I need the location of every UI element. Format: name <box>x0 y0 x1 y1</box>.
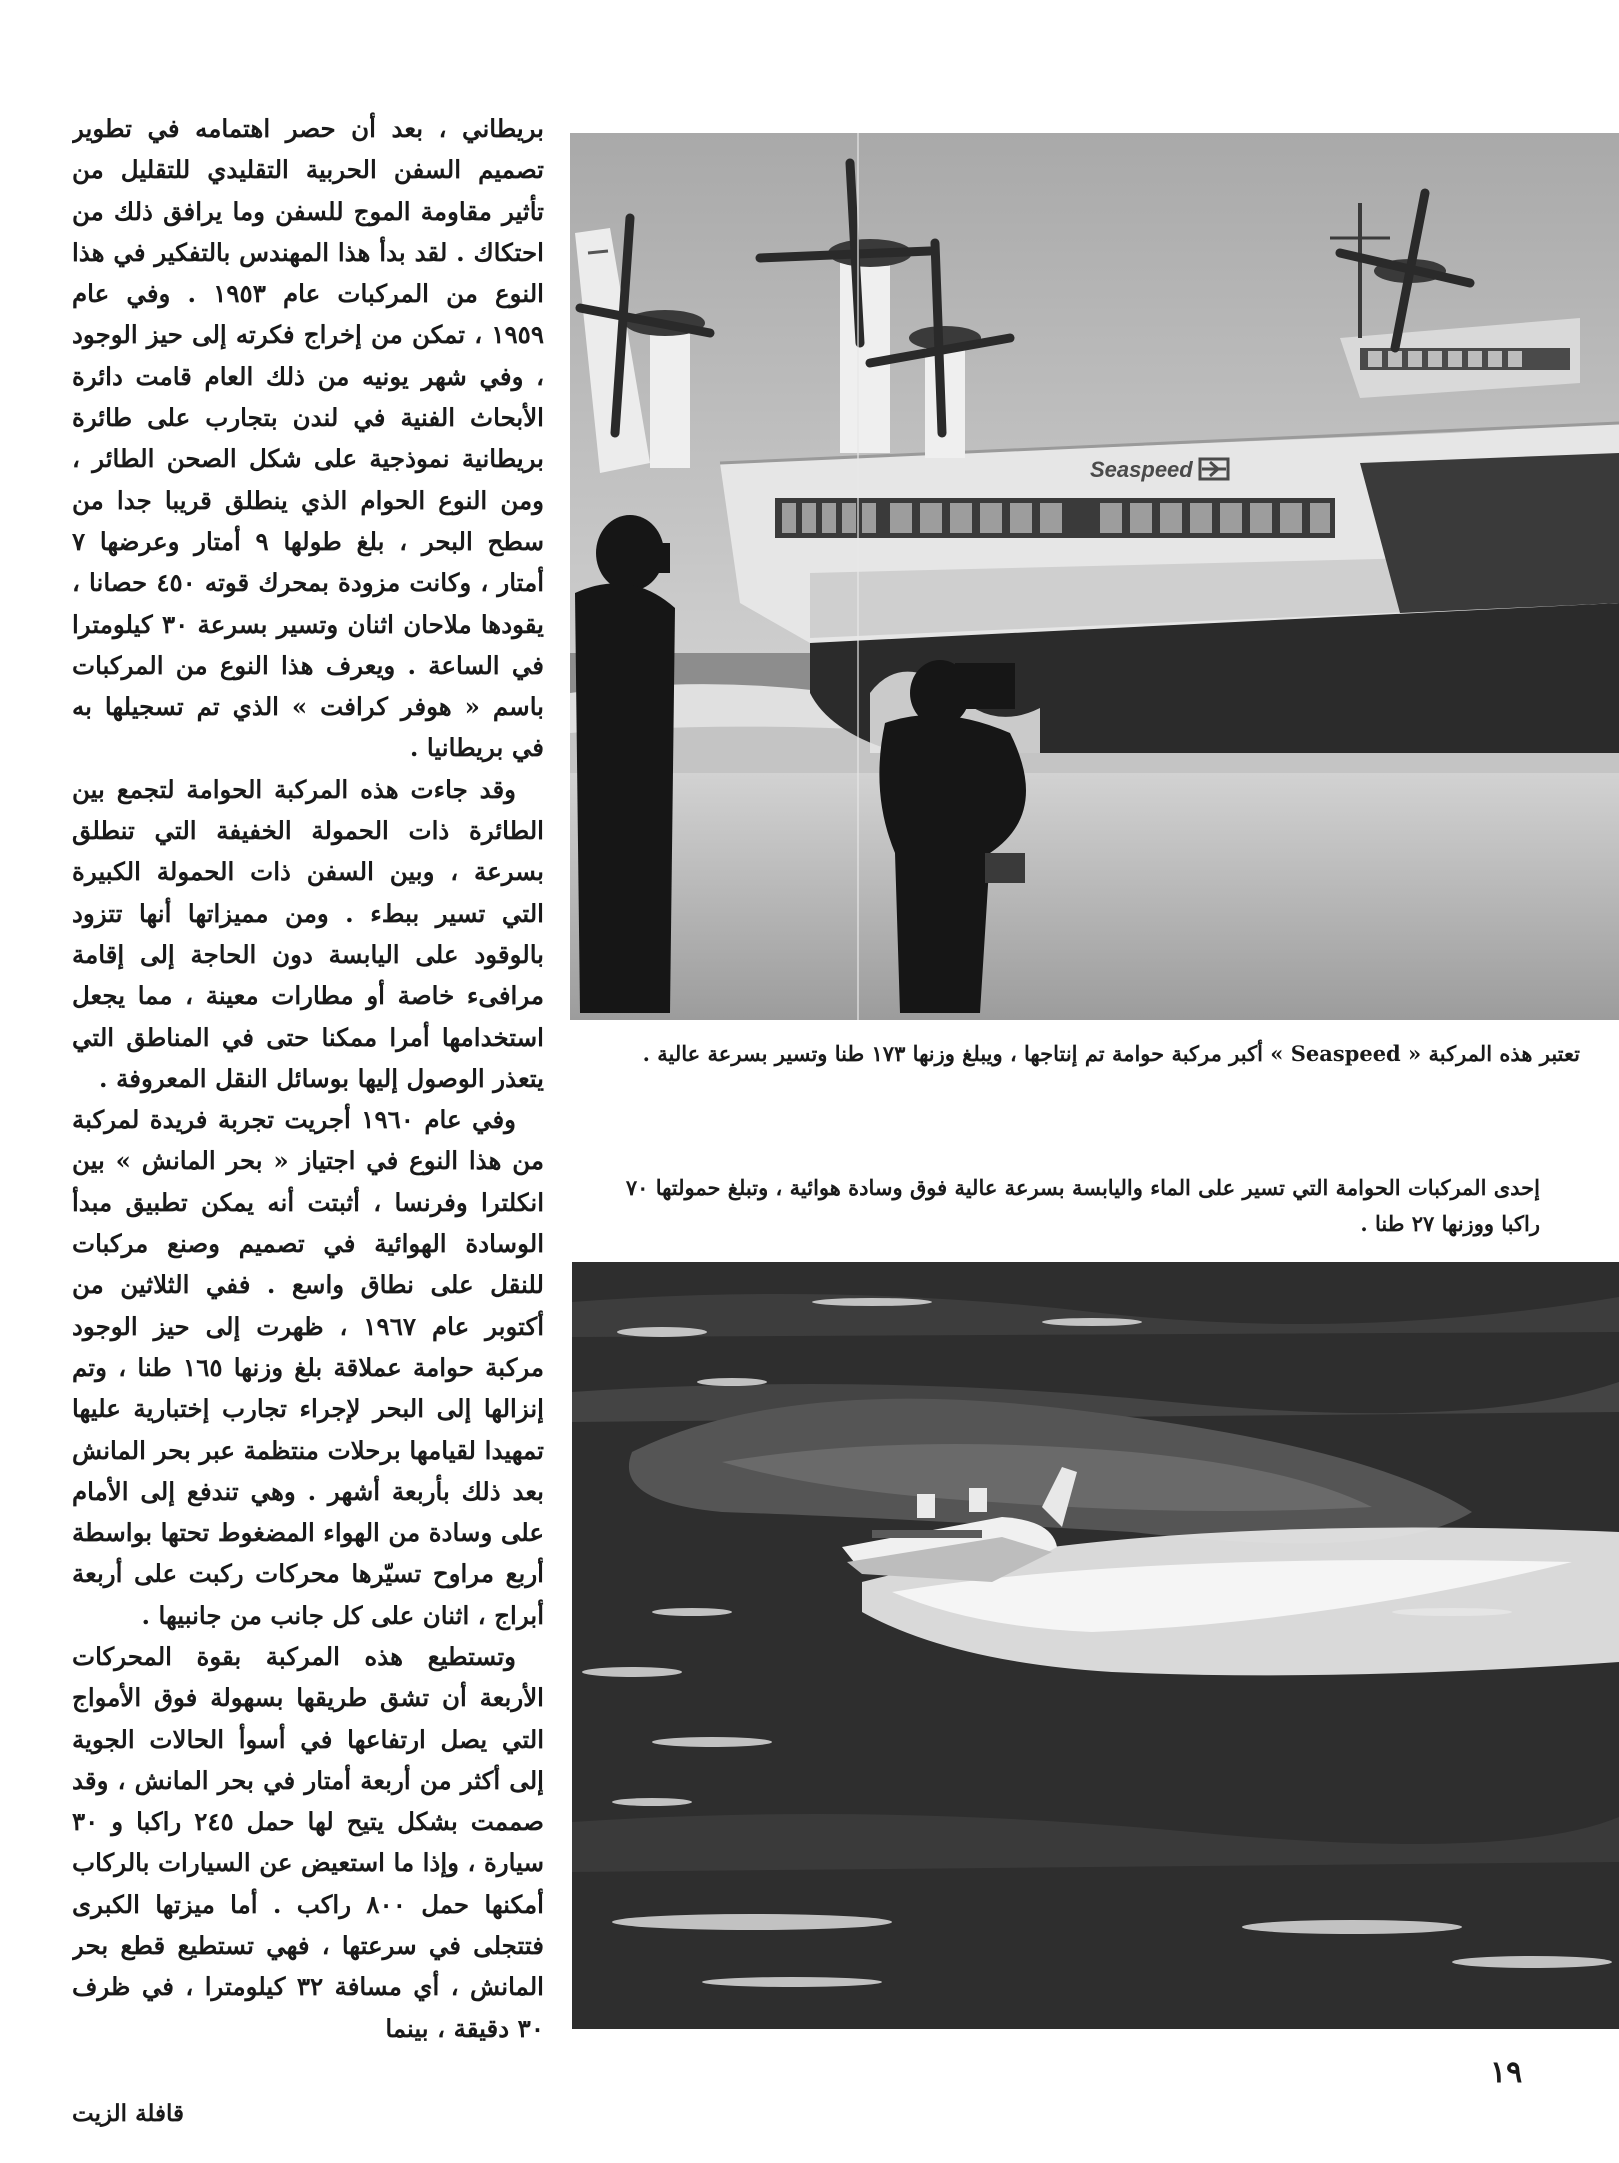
article-paragraph: وقد جاءت هذه المركبة الحوامة لتجمع بين الطائرة ذات الحمولة الخفيفة التي تنطلق بسرعة ، وبين السفن ذات الحمولة الكبيرة التي تسير ببطء . ومن مميزاتها أنها تتزود بالوقود على اليابسة دون الحاجة إلى إقامة مرافىء خاصة أو مطارات معينة ، مما يجعل استخدامها أمرا ممكنا حتى في المناطق التي يتعذر الوصول إليها بوسائل النقل المعروفة . <box>72 774 544 1093</box>
hovercraft-aerial-photo <box>572 1262 1619 2029</box>
hovercraft-sea-illustration <box>572 1262 1619 2029</box>
hovercraft-beach-photo <box>570 133 1619 1020</box>
article-paragraph: بريطاني ، بعد أن حصر اهتمامه في تطوير تصميم السفن الحربية التقليدي للتقليل من تأثير مقاومة الموج للسفن وما يرافق ذلك من احتكاك . لقد بدأ هذا المهندس بالتفكير في هذا النوع من المركبات عام ١٩٥٣ . وفي عام ١٩٥٩ ، تمكن من إخراج فكرته إلى حيز الوجود ، وفي شهر يونيه من ذلك العام قامت دائرة الأبحاث الفنية في لندن بتجارب على طائرة بريطانية نموذجية على شكل الصحن الطائر ، ومن النوع الحوام الذي ينطلق قريبا جدا من سطح البحر ، بلغ طولها ٩ أمتار وعرضها ٧ أمتار ، وكانت مزودة بمحرك قوته ٤٥٠ حصانا ، يقودها ملاحان اثنان وتسير بسرعة ٣٠ كيلومترا في الساعة . ويعرف هذا النوع من المركبات باسم « هوفر كرافت » الذي تم تسجيلها به في بريطانيا . <box>72 114 544 763</box>
article-paragraph: وفي عام ١٩٦٠ أجريت تجربة فريدة لمركبة من هذا النوع في اجتياز « بحر المانش » بين انكلترا وفرنسا ، أثبتت أنه يمكن تطبيق مبدأ الوسادة الهوائية في تصميم وصنع مركبات للنقل على نطاق واسع . ففي الثلاثين من أكتوبر عام ١٩٦٧ ، ظهرت إلى حيز الوجود مركبة حوامة عملاقة بلغ وزنها ١٦٥ طنا ، وتم إنزالها إلى البحر لإجراء تجارب إختبارية عليها تمهيدا لقيامها برحلات منتظمة عبر بحر المانش بعد ذلك بأربعة أشهر . وهي تندفع إلى الأمام على وسادة من الهواء المضغوط تحتها بواسطة أربع مراوح تسيّرها محركات ركبت على أربعة أبراج ، اثنان على كل جانب من جانبيها . <box>72 1105 544 1630</box>
hull-name-label: Seaspeed <box>1090 457 1193 482</box>
page-number: ١٩ <box>1490 2055 1523 2090</box>
photo2-caption: إحدى المركبات الحوامة التي تسير على الماء واليابسة بسرعة عالية فوق وسادة هوائية ، وتبلغ حمولتها ٧٠ راكبا ووزنها ٢٧ طنا . <box>625 1175 1540 1236</box>
article-paragraph: وتستطيع هذه المركبة بقوة المحركات الأربعة أن تشق طريقها بسهولة فوق الأمواج التي يصل ارتفاعها في أسوأ الحالات الجوية إلى أكثر من أربعة أمتار في بحر المانش ، وقد صممت بشكل يتيح لها حمل ٢٤٥ راكبا و ٣٠ سيارة ، وإذا ما استعيض عن السيارات بالركاب أمكنها حمل ٨٠٠ راكب . أما ميزتها الكبرى فتتجلى في سرعتها ، فهي تستطيع قطع بحر المانش ، أي مسافة ٣٢ كيلومترا ، في ظرف ٣٠ دقيقة ، بينما <box>72 1641 544 2043</box>
photo1-caption: تعتبر هذه المركبة « Seaspeed » أكبر مركبة حوامة تم إنتاجها ، ويبلغ وزنها ١٧٣ طنا وتسير بسرعة عالية . <box>642 1041 1580 1066</box>
magazine-name: قافلة الزيت <box>72 2100 185 2127</box>
article-body <box>72 108 544 2053</box>
hovercraft-beach-illustration <box>570 133 1619 1020</box>
